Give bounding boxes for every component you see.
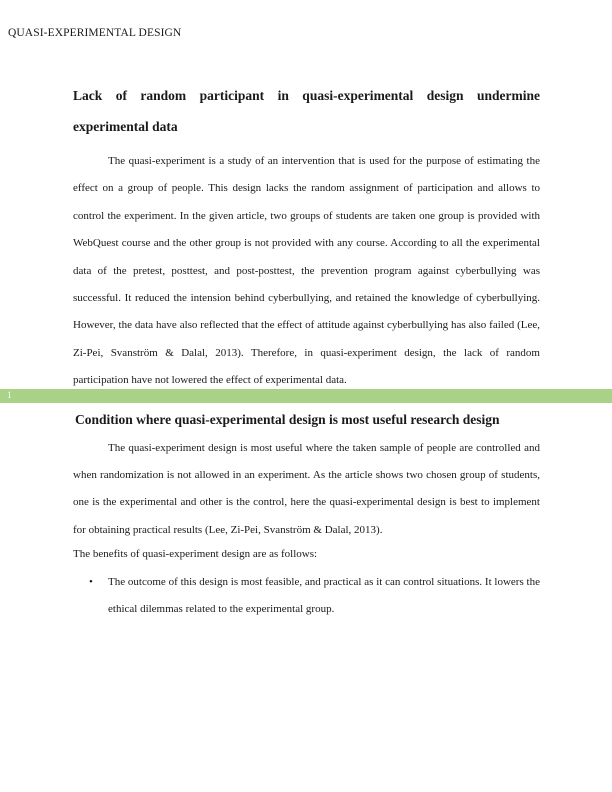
page-number: 1 [7, 390, 12, 400]
page-break-band [0, 389, 612, 403]
document-body [73, 80, 540, 624]
benefits-list [73, 569, 540, 624]
section1-heading: Lack of random participant in quasi-experimental design undermine experimental data [73, 88, 540, 134]
benefit-item [73, 569, 540, 624]
section2-heading: Condition where quasi-experimental design is most useful research design [75, 411, 500, 427]
section2-paragraph: The quasi-experiment design is most useful where the taken sample of people are controlled and when randomization is not allowed in an experiment. As the article shows two chosen group of students, one is the experimental and other is the control, here the quasi-experimental design is best to implement for obtaining practical results (Lee, Zi-Pei, Svanström & Dalal, 2013). [73, 441, 540, 536]
bullet-icon: • [89, 575, 93, 588]
benefit-text: The outcome of this design is most feasible, and practical as it can control situations. It lowers the ethical dilemmas related to the experimental group. [108, 575, 540, 616]
benefits-intro: The benefits of quasi-experiment design are as follows: [73, 548, 318, 561]
section1-paragraph: The quasi-experiment is a study of an intervention that is used for the purpose of estimating the effect on a group of people. This design lacks the random assignment of participation and allows to control the experiment. In the given article, two groups of students are taken one group is provided with WebQuest course and the other group is not provided with any course. According to all the experimental data of the pretest, posttest, and post-posttest, the prevention program against cyberbullying was successful. It reduced the intension behind cyberbullying, and retained the knowledge of cyberbullying. However, the data have also reflected that the effect of attitude against cyberbullying has also failed (Lee, Zi-Pei, Svanström & Dalal, 2013). Therefore, in quasi-experiment design, the lack of random participation have not lowered the effect of experimental data. [73, 155, 540, 387]
running-head: QUASI-EXPERIMENTAL DESIGN [8, 27, 182, 39]
